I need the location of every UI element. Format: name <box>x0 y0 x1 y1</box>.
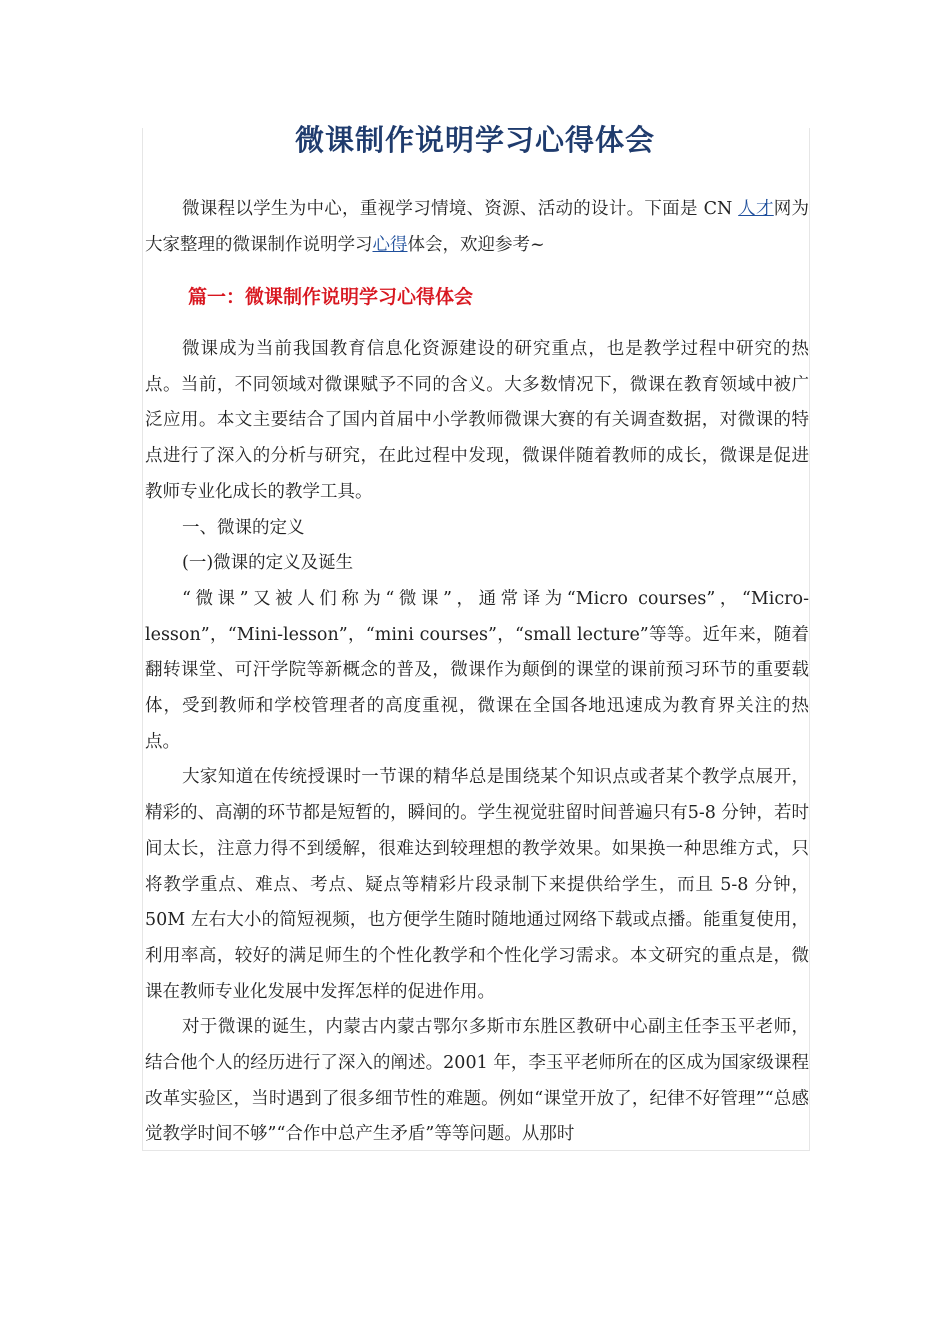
section-heading: 篇一：微课制作说明学习心得体会 <box>188 286 474 308</box>
subheading-definition: 一、微课的定义 <box>182 517 305 538</box>
document-title: 微课制作说明学习心得体会 <box>294 123 655 157</box>
paragraph: 对于微课的诞生，内蒙古内蒙古鄂尔多斯市东胜区教研中心副主任李玉平老师，结合他个人的经历进行了深入的阐述。2001 年，李玉平老师所在的区成为国家级课程改革实验区，当时遇到了很多细节性的难题。例如“课堂开放了，纪律不好管理”“总感觉教学时间不够”“合作中总产生矛盾”等等问题。从那时 <box>145 1017 809 1145</box>
subheading-origin: (一)微课的定义及诞生 <box>182 553 354 574</box>
paragraph: 微课成为当前我国教育信息化资源建设的研究重点，也是教学过程中研究的热点。当前，不同领域对微课赋予不同的含义。大多数情况下，微课在教育领域中被广泛应用。本文主要结合了国内首届中小学教师微课大赛的有关调查数据，对微课的特点进行了深入的分析与研究，在此过程中发现，微课伴随着教师的成长，微课是促进教师专业化成长的教学工具。 <box>145 339 809 502</box>
intro-text-1: 微课程以学生为中心，重视学习情境、资源、活动的设计。下面是 CN <box>182 199 739 219</box>
body-text <box>145 332 809 1153</box>
intro-text-2: 网为大家整理的微课制作说明学习 <box>145 199 810 255</box>
link-rencai[interactable]: 人才 <box>738 199 774 219</box>
intro-paragraph <box>145 192 809 264</box>
intro-block <box>145 192 809 264</box>
intro-text-3: 体会，欢迎参考~ <box>407 234 545 255</box>
paragraph: “微课”又被人们称为“微课”，通常译为“Micro courses”，“Micro-lesson”，“Mini-lesson”，“mini courses”，“small lecture”等等。近年来，随着翻转课堂、可汗学院等新概念的普及，微课作为颠倒的课堂的课前预习环节的重要载体，受到教师和学校管理者的高度重视，微课在全国各地迅速成为教育界关注的热点。 <box>145 588 809 752</box>
link-xinde[interactable]: 心得 <box>372 234 408 255</box>
paragraph: 大家知道在传统授课时一节课的精华总是围绕某个知识点或者某个教学点展开，精彩的、高潮的环节都是短暂的，瞬间的。学生视觉驻留时间普遍只有5-8 分钟，若时间太长，注意力得不到缓解，很难达到较理想的教学效果。如果换一种思维方式，只将教学重点、难点、考点、疑点等精彩片段录制下来提供给学生，而且 5-8 分钟，50M 左右大小的简短视频，也方便学生随时随地通过网络下载或点播。能重复使用，利用率高，较好的满足师生的个性化教学和个性化学习需求。本文研究的重点是，微课在教师专业化发展中发挥怎样的促进作用。 <box>145 767 809 1002</box>
